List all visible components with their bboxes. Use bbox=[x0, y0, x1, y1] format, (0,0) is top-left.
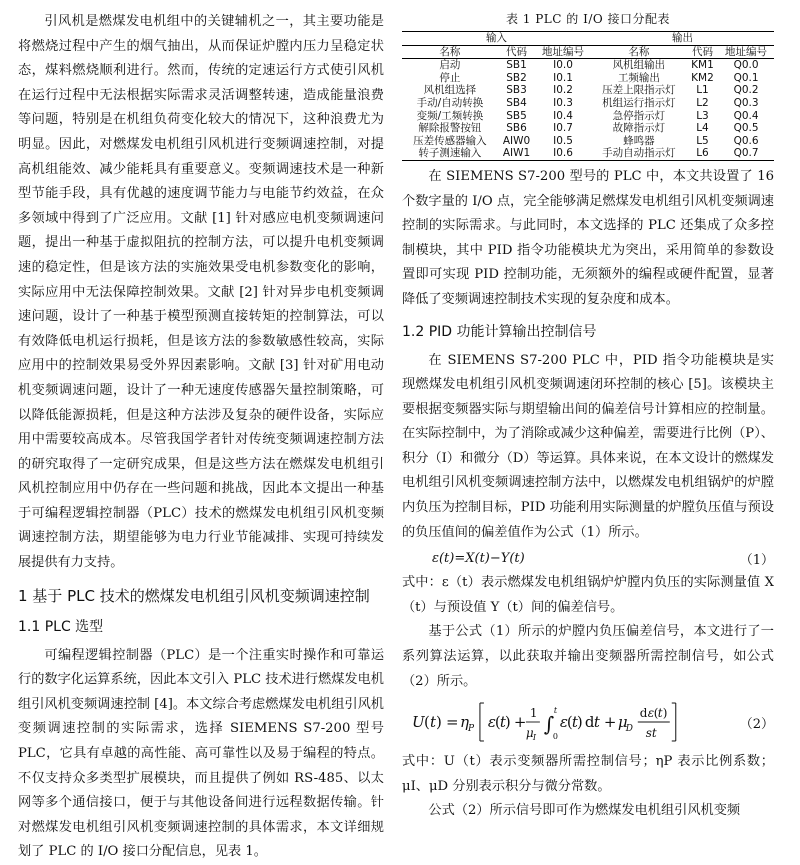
table-cell: 停止 bbox=[439, 71, 461, 84]
svg-text:+: + bbox=[603, 713, 617, 732]
svg-text:): ) bbox=[662, 706, 668, 721]
svg-text:(: ( bbox=[423, 713, 430, 732]
svg-text:d: d bbox=[584, 713, 595, 732]
svg-text:0: 0 bbox=[552, 732, 558, 742]
table-cell: SB6 bbox=[506, 122, 527, 135]
intro-paragraph: 引风机是燃煤发电机组中的关键辅机之一，其主要功能是将燃烧过程中产生的烟气抽出，从而保证炉膛内压力呈稳定状态，煤料燃烧顺利进行。然而，传统的定速运行方式使引风机在运行过程中无法根据实际需求灵活调整转速，造成能量浪费等问题，特别是在机组负荷变化较大的情况下，这种浪费尤为明显。因此，对燃煤发电机组引风机进行变频调速控制，对提高机组能效、减少能耗具有重要意义。变频调速技术是一种新型节能手段，具有优越的速度调节能力与电能节约效益，在众多领域中得到了广泛应用。文献 [1] 针对感应电机变频调速问题，提出一种基于虚拟阻抗的控制方法，可以提升电机变频调速的稳定性，但是该方法的实施效果受电机参数变化的影响，实际应用中无法保障控制效果。文献 [2] 针对异步电机变频调速问题，设计了一种基于模型预测直接转矩的控制算法，可以有效降低电机运行损耗，但是该方法的参数敏感性较高，实际应用中的控制效果易受外界因素影响。文献 [3] 针对矿用电动机变频调速问题，设计了一种无速度传感器矢量控制策略，可以降低能源损耗，但是这种方法涉及复杂的硬件设备，实际应用中需要较高成本。尽管我国学者针对传统变频调速控制方法的研究取得了一定研究成果，但是这些方法在燃煤发电机组引风机控制应用中仍存在一些问题和挑战，因此本文提出一种基于可编程逻辑控制器（PLC）技术的燃煤发电机组引风机变频调速控制方法，期望能够为电力行业节能减排、实现可持续发展提供有力支持。 bbox=[18, 14, 384, 571]
svg-text:μ: μ bbox=[525, 726, 534, 741]
table-cell: 压差上限指示灯 bbox=[602, 84, 676, 97]
table-cell: SB5 bbox=[506, 109, 527, 122]
table-row bbox=[402, 72, 774, 85]
left-column bbox=[18, 0, 384, 865]
right-column bbox=[402, 0, 774, 824]
table-cell: L2 bbox=[696, 96, 709, 109]
table-cell: KM2 bbox=[691, 71, 714, 84]
table-cell: 手动自动指示灯 bbox=[602, 147, 676, 160]
table-caption: 表 1 PLC 的 I/O 接口分配表 bbox=[505, 12, 671, 26]
svg-text:t: t bbox=[571, 713, 578, 732]
table-cell: AIW1 bbox=[502, 147, 531, 160]
table-cell: I0.7 bbox=[553, 122, 573, 135]
table-cell: SB1 bbox=[506, 59, 527, 72]
table-header: 代码 bbox=[498, 45, 535, 59]
equation-1 bbox=[402, 545, 774, 571]
table-cell: I0.6 bbox=[553, 147, 573, 160]
table-cell: SB4 bbox=[506, 96, 527, 109]
svg-text:d: d bbox=[639, 706, 648, 721]
table-cell: I0.3 bbox=[553, 96, 573, 109]
table-cell: 急停指示灯 bbox=[612, 109, 666, 122]
table-cell: L3 bbox=[696, 109, 709, 122]
svg-text:t: t bbox=[499, 713, 506, 732]
table-body bbox=[402, 59, 774, 161]
table-cell: 机组运行指示灯 bbox=[602, 96, 676, 109]
table-cell: Q0.5 bbox=[733, 122, 759, 135]
equation-1-body: ε(t)=X(t)−Y(t) bbox=[432, 550, 525, 566]
table-header: 名称 bbox=[402, 45, 498, 59]
table-cell: Q0.3 bbox=[733, 96, 759, 109]
table-row bbox=[402, 97, 774, 110]
svg-text:t: t bbox=[553, 706, 558, 716]
pid-paragraph: 在 SIEMENS S7-200 PLC 中，PID 指令功能模块是实现燃煤发电机组引风机变频调速闭环控制的核心 [5]。该模块主要根据变频器实际与期望输出间的偏差信号计算相应的控制量。在实际控制中，为了消除或减少这种偏差，需要进行比例（P）、积分（I）和微分（D）等运算。具体来说，在本文设计的燃煤发电机组引风机变频调速控制方法中，以燃煤发电机组锅炉的炉膛内负压为控制目标，PID 功能利用实际测量的炉膛负压值与预设的负压值间的偏差值作为公式（1）所示。 bbox=[402, 352, 774, 540]
table-cell: 工频输出 bbox=[617, 71, 660, 84]
table-cell: 转子测速输入 bbox=[418, 147, 482, 160]
svg-text:): ) bbox=[435, 713, 442, 732]
svg-text:t: t bbox=[657, 706, 663, 721]
svg-text:ε: ε bbox=[647, 706, 655, 721]
table-row bbox=[402, 147, 774, 160]
plc-selection-paragraph: 可编程逻辑控制器（PLC）是一个注重实时操作和可靠运行的数字化运算系统，因此本文引入 PLC 技术进行燃煤发电机组引风机变频调速控制 [4]。本文综合考虑燃煤发电机组引风机变频调速控制的实际需求，选择 SIEMENS S7-200 型号 PLC，它具有卓越的高性能、高可靠性以及易于编程的特点。不仅支持众多类型扩展模块，而且提供了例如 RS-485、以太网等多个通信接口，便于与其他设备间进行远程数据传输。针对燃煤发电机组引风机变频调速控制的具体需求，本文详细规划了 PLC 的 I/O 接口分配信息，见表 1。 bbox=[18, 647, 384, 860]
svg-text:=: = bbox=[445, 713, 459, 732]
table-cell: I0.0 bbox=[553, 59, 573, 72]
table-row bbox=[402, 122, 774, 135]
svg-text:∫: ∫ bbox=[543, 712, 555, 737]
table-cell: Q0.4 bbox=[733, 109, 759, 122]
table-cell: Q0.6 bbox=[733, 134, 759, 147]
svg-text:(: ( bbox=[653, 706, 659, 721]
table-cell: SB3 bbox=[506, 84, 527, 97]
table-cell: Q0.7 bbox=[733, 147, 759, 160]
svg-text:D: D bbox=[625, 724, 634, 735]
io-allocation-table bbox=[402, 31, 774, 161]
svg-text:t: t bbox=[429, 713, 436, 732]
table-cell: 压差传感器输入 bbox=[413, 134, 487, 147]
eq2-explanation: 式中：U（t）表示变频器所需控制信号；ηP 表示比例系数；μI、μD 分别表示积分与微分常数。 bbox=[402, 754, 774, 794]
plc-config-paragraph: 在 SIEMENS S7-200 型号的 PLC 中，本文共设置了 16 个数字量的 I/O 点，完全能够满足燃煤发电机组引风机变频调速控制的实际需求。与此同时，本文选择的 PLC 还集成了众多控制模块，其中 PID 指令功能模块尤为突出，采用简单的参数设置即可实现 PID 控制功能，无须额外的编程或硬件配置，显著降低了变频调速控制技术实现的复杂度和成本。 bbox=[402, 168, 774, 307]
table-cell: SB2 bbox=[506, 71, 527, 84]
svg-text:+: + bbox=[513, 713, 527, 732]
eq1-explanation: 式中：ε（t）表示燃煤发电机组锅炉炉膛内负压的实际测量值 X（t）与预设值 Y（t）间的偏差信号。 bbox=[402, 575, 774, 615]
section-1-1-heading: 1.1 PLC 选型 bbox=[18, 618, 104, 635]
table-cell: I0.5 bbox=[553, 134, 573, 147]
table-cell: L4 bbox=[696, 122, 709, 135]
table-cell: I0.2 bbox=[553, 84, 573, 97]
table-cell: I0.4 bbox=[553, 109, 573, 122]
table-cell: AIW0 bbox=[502, 134, 531, 147]
closing-paragraph: 公式（2）所示信号即可作为燃煤发电机组引风机变频 bbox=[428, 803, 741, 819]
table-header: 地址编号 bbox=[535, 45, 591, 59]
table-cell: Q0.2 bbox=[733, 84, 759, 97]
table-cell: 解除报警按钮 bbox=[418, 122, 482, 135]
table-cell: 手动/自动转换 bbox=[416, 96, 484, 109]
section-1-heading: 1 基于 PLC 技术的燃煤发电机组引风机变频调速控制 bbox=[18, 586, 370, 605]
equation-2-number: （2） bbox=[739, 716, 774, 732]
table-cell: 风机组选择 bbox=[423, 84, 477, 97]
table-row bbox=[402, 59, 774, 72]
svg-text:η: η bbox=[459, 713, 469, 732]
table-cell: 故障指示灯 bbox=[612, 122, 666, 135]
svg-text:): ) bbox=[504, 713, 511, 732]
svg-text:P: P bbox=[467, 724, 474, 735]
table-cell: L1 bbox=[696, 84, 709, 97]
svg-text:(: ( bbox=[566, 713, 573, 732]
svg-text:t: t bbox=[593, 713, 600, 732]
equation-2-formula bbox=[402, 695, 732, 749]
table-header: 名称 bbox=[591, 45, 687, 59]
table-row bbox=[402, 135, 774, 148]
table-header: 代码 bbox=[687, 45, 718, 59]
table-cell: Q0.0 bbox=[733, 59, 759, 72]
table-row bbox=[402, 110, 774, 123]
table-cell: L5 bbox=[696, 134, 709, 147]
svg-text:μ: μ bbox=[617, 713, 628, 732]
table-cell: 启动 bbox=[439, 59, 461, 72]
svg-text:): ) bbox=[576, 713, 583, 732]
svg-text:ε: ε bbox=[559, 713, 568, 732]
svg-text:st: st bbox=[645, 726, 657, 741]
table-cell: KM1 bbox=[691, 59, 714, 72]
table-header: 地址编号 bbox=[718, 45, 774, 59]
svg-text:1: 1 bbox=[529, 706, 538, 721]
table-cell: I0.1 bbox=[553, 71, 573, 84]
table-cell: L6 bbox=[696, 147, 709, 160]
eq2-intro-paragraph: 基于公式（1）所示的炉膛内负压偏差信号，本文进行了一系列算法运算，以此获取并输出变频器所需控制信号，如公式（2）所示。 bbox=[402, 624, 774, 689]
svg-text:(: ( bbox=[494, 713, 501, 732]
equation-2 bbox=[402, 694, 774, 750]
svg-text:U: U bbox=[411, 713, 425, 732]
table-group-input: 输入 bbox=[402, 32, 591, 46]
table-cell: 蜂鸣器 bbox=[623, 134, 655, 147]
equation-1-number: （1） bbox=[739, 552, 774, 568]
svg-text:I: I bbox=[532, 733, 537, 743]
table-cell: 变频/工频转换 bbox=[416, 109, 484, 122]
svg-text:ε: ε bbox=[487, 713, 496, 732]
table-cell: 风机组输出 bbox=[612, 59, 666, 72]
table-cell: Q0.1 bbox=[733, 71, 759, 84]
table-row bbox=[402, 84, 774, 97]
table-group-output: 输出 bbox=[591, 32, 774, 46]
section-1-2-heading: 1.2 PID 功能计算输出控制信号 bbox=[402, 323, 597, 340]
